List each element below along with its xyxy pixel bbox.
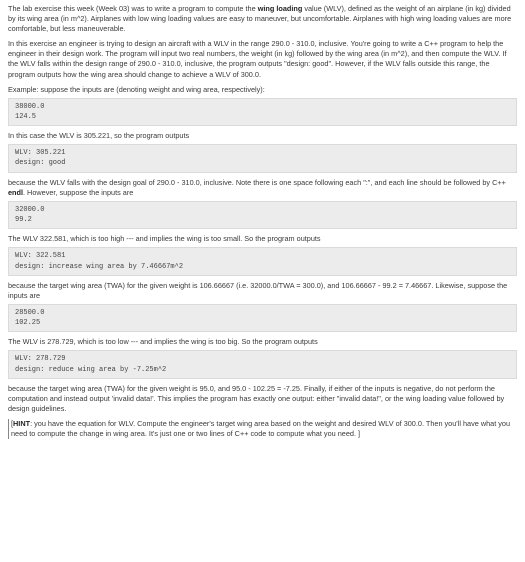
example-intro: Example: suppose the inputs are (denoting weight and wing area, respectively):	[8, 84, 265, 94]
example2-case-text: The WLV 322.581, which is too high --- and implies the wing is too small. So the program outputs	[8, 234, 321, 244]
endl-term: endl	[8, 187, 23, 197]
hint-paragraph: [HINT: you have the equation for WLV. Compute the engineer's target wing area based on the weight and desired WLV of 300.0. Then you'll have what you need to compute the change in wing area. It's just one or two lines of C++ code to compute what you need. ]	[8, 419, 517, 439]
design-paragraph: In this exercise an engineer is trying to design an aircraft with a WLV in the range 290.0 - 310.0, inclusive. You're going to write a C++ program to help the engineer in their design work. The program will input two real numbers, the weight (in kg) followed by the wing area (in m^2), and then compute the WLV. If the WLV falls within the design range of 290.0 - 310.0, inclusive, the program outputs "design: good". However, if the WLV falls outside this range, the program outputs how the wing area should change to achieve a WLV of 300.0.	[8, 39, 507, 79]
example3-input-block: 28500.0 102.25	[8, 304, 517, 332]
example1-explanation: because the WLV falls with the design goal of 290.0 - 310.0, inclusive. Note there is one space following each ":", and each line should be followed by C++ endl. However, suppose the inputs are	[8, 177, 506, 197]
example2-input-block: 32000.0 99.2	[8, 201, 517, 229]
example1-output-block: WLV: 305.221 design: good	[8, 144, 517, 172]
hint-label: HINT	[13, 419, 31, 429]
example3-case-text: The WLV is 278.729, which is too low --- and implies the wing is too big. So the program outputs	[8, 337, 318, 347]
example1-case-text: In this case the WLV is 305.221, so the program outputs	[8, 131, 190, 141]
intro-paragraph: The lab exercise this week (Week 03) was to write a program to compute the wing loading value (WLV), defined as the weight of an airplane (in kg) divided by its wing area (in m^2). Airplanes with low wing loading values are easy to maneuver, but uncomfortable. Airplanes with high wing loading values are more comfortable, but less maneuverable.	[8, 4, 512, 34]
example2-output-block: WLV: 322.581 design: increase wing area by 7.46667m^2	[8, 247, 517, 275]
example2-explanation: because the target wing area (TWA) for the given weight is 106.66667 (i.e. 32000.0/TWA = 300.0), and 106.66667 - 99.2 = 7.46667. Likewise, suppose the inputs are	[8, 280, 508, 300]
example3-explanation: because the target wing area (TWA) for the given weight is 95.0, and 95.0 - 102.25 = -7.25. Finally, if either of the inputs is negative, do not perform the computation and instead output 'invalid data!'. This implies the program has exactly one output: either "invalid data!", or the wing loading value followed by design guidelines.	[8, 383, 505, 414]
example1-input-block: 38000.0 124.5	[8, 98, 517, 126]
example3-output-block: WLV: 278.729 design: reduce wing area by -7.25m^2	[8, 350, 517, 378]
wing-loading-term: wing loading	[257, 4, 303, 13]
